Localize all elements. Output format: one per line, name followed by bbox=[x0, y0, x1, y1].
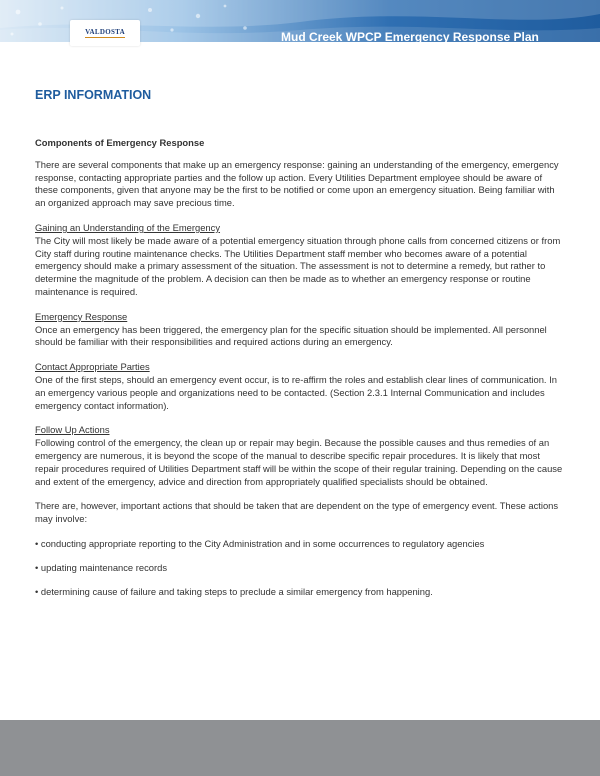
subsection-text-contact: One of the first steps, should an emergency event occur, is to re-affirm the roles and establish clear lines of communication. In an emergency various people and organizations need to be contacted. (Section 2.3.1 Internal Communication and includes emergency contact information). bbox=[35, 373, 557, 411]
bullet-item-maintenance: • updating maintenance records bbox=[35, 561, 168, 573]
subsection-heading-contact: Contact Appropriate Parties bbox=[35, 361, 150, 373]
document-body bbox=[35, 137, 565, 609]
subsection-heading-understanding: Gaining an Understanding of the Emergency bbox=[35, 221, 221, 233]
subsection-heading-response: Emergency Response bbox=[35, 310, 128, 322]
document-title: Mud Creek WPCP Emergency Response Plan bbox=[281, 30, 539, 44]
actions-intro-paragraph: There are, however, important actions that should be taken that are dependent on the type of emergency event. These actions may involve: bbox=[35, 500, 559, 525]
subsection-text-response: Once an emergency has been triggered, the emergency plan for the specific situation should be implemented. All personnel should be familiar with their responsibilities and required actions during an emergency. bbox=[35, 323, 547, 348]
bullet-item-reporting: • conducting appropriate reporting to the City Administration and in some occurrences to regulatory agencies bbox=[35, 537, 485, 549]
section-title: Components of Emergency Response bbox=[35, 137, 205, 148]
intro-paragraph: There are several components that make up an emergency response: gaining an understanding of the emergency, emergency response, contacting appropriate parties and the follow up action. Every Utilities Department employee should be aware of these components, given that anyone may be the first to be notified or come upon an emergency situation. Being familiar with an organized approach may save precious time. bbox=[35, 158, 559, 209]
page-heading: ERP INFORMATION bbox=[35, 88, 152, 102]
subsection-text-follow-up: Following control of the emergency, the clean up or repair may begin. Because the possible causes and thus remedies of an emergency are numerous, it is beyond the scope of the manual to describe specific repair procedures. It is likely that most repair procedures required of Utilities Department staff will be within the scope of their regular training. Depending on the cause and extent of the emergency, advice and direction from appropriately qualified specialists should be obtained. bbox=[35, 437, 563, 487]
subsection-text-understanding: The City will most likely be made aware of a potential emergency situation through phone calls from concerned citizens or from City staff during routine maintenance checks. The Utilities Department staff member who becomes aware of a potential emergency should make a primary assessment of the situation. The assessment is not to determine a remedy, but rather to determine the magnitude of the problem. A decision can then be made as to whether an emergency response or routine maintenance is required. bbox=[35, 234, 561, 297]
footer-band bbox=[0, 720, 600, 776]
subsection-heading-follow-up: Follow Up Actions bbox=[35, 424, 110, 436]
logo-text: VALDOSTA bbox=[85, 28, 125, 36]
bullet-item-failure-cause: • determining cause of failure and taking steps to preclude a similar emergency from happening. bbox=[35, 585, 433, 597]
valdosta-logo bbox=[70, 20, 140, 46]
